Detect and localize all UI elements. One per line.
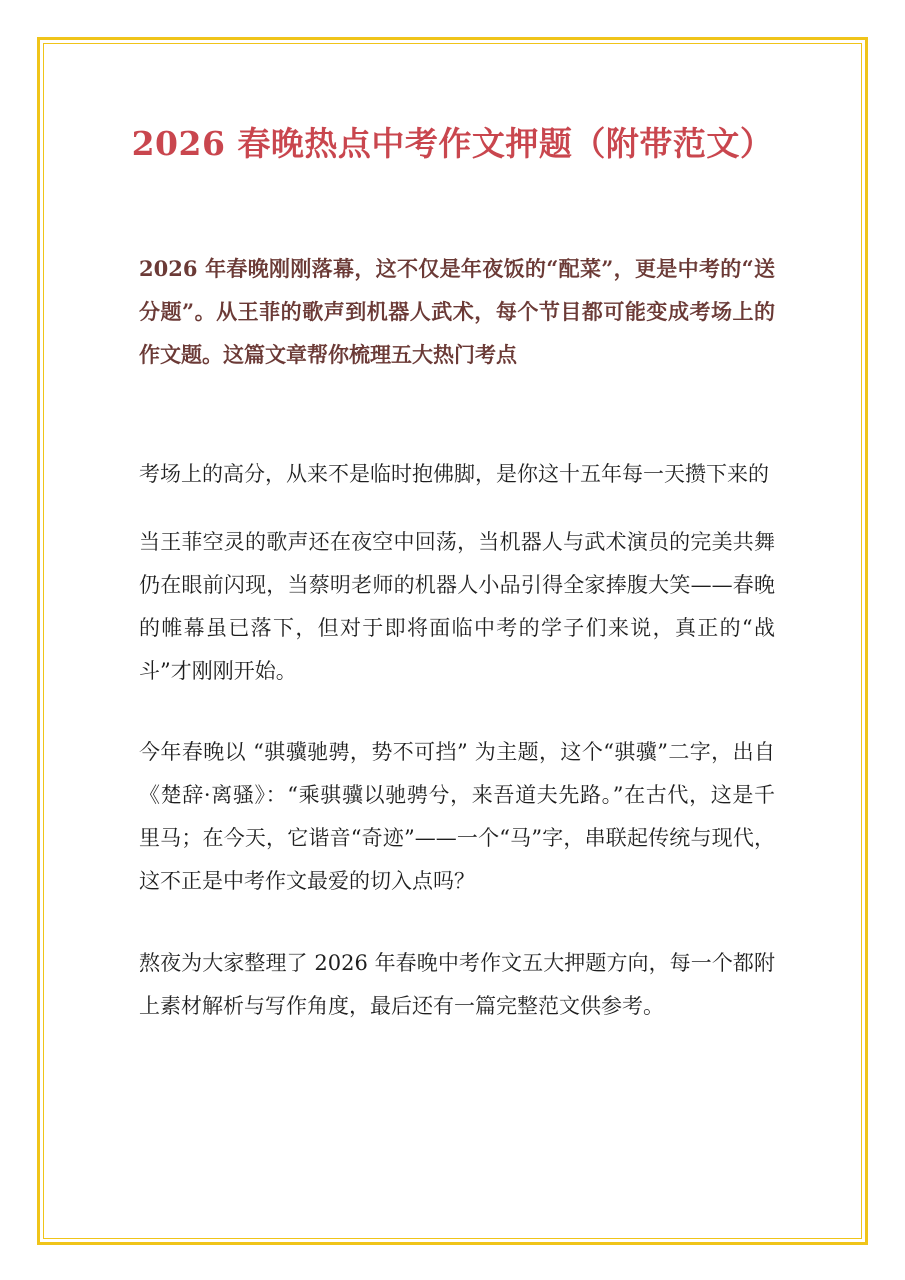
body-paragraph-3: 今年春晚以 “骐骥驰骋，势不可挡” 为主题，这个“骐骥”二字，出自《楚辞·离骚》：“乘骐骥以驰骋兮，来吾道夫先路。”在古代，这是千里马；在今天，它谐音“奇迹”——一个“马”字，串联起传统与现代，这不正是中考作文最爱的切入点吗？ <box>139 740 775 893</box>
body-paragraph-2: 当王菲空灵的歌声还在夜空中回荡，当机器人与武术演员的完美共舞仍在眼前闪现，当蔡明老师的机器人小品引得全家捧腹大笑——春晚的帷幕虽已落下，但对于即将面临中考的学子们来说，真正的“战斗”才刚刚开始。 <box>139 530 775 683</box>
body-paragraph-1: 考场上的高分，从来不是临时抱佛脚，是你这十五年每一天攒下来的 <box>139 462 769 486</box>
body-paragraph-4: 熬夜为大家整理了 2026 年春晚中考作文五大押题方向，每一个都附上素材解析与写作角度，最后还有一篇完整范文供参考。 <box>139 951 775 1018</box>
intro-paragraph: 2026 年春晚刚刚落幕，这不仅是年夜饭的“配菜”，更是中考的“送分题”。从王菲的歌声到机器人武术，每个节目都可能变成考场上的作文题。这篇文章帮你梳理五大热门考点 <box>139 256 775 367</box>
page-title: 2026 春晚热点中考作文押题（附带范文） <box>131 124 774 163</box>
